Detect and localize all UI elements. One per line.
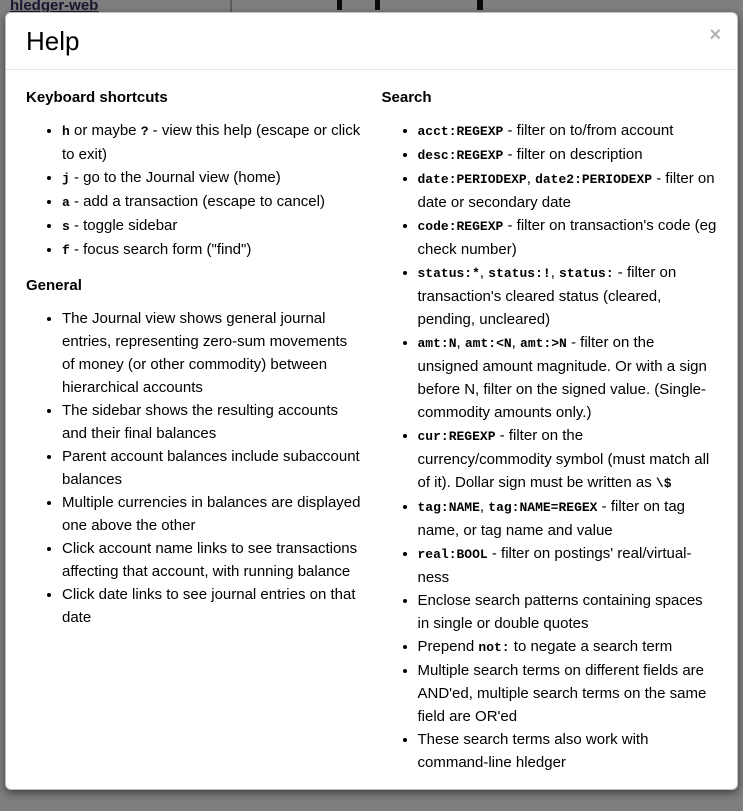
code-token: acct:REGEXP [417,124,504,139]
list-item [62,307,362,399]
section-heading: General [26,277,82,294]
text-segment: to negate a search term [509,638,673,655]
list-item [418,331,718,424]
general-list [26,307,362,629]
code-token: status: [559,266,614,281]
section-search [382,88,718,774]
text-segment: , [479,498,489,515]
text-segment: , [550,264,560,281]
list-item [62,190,362,214]
text-segment: , [526,170,536,187]
code-token: tag:NAME [417,500,480,515]
list-item [62,399,362,445]
column-right [378,86,718,780]
list-item [418,728,718,774]
list-item [418,542,718,589]
code-token: j [62,171,70,186]
text-segment: - filter on the currency/commodity symbol (must match all of it). Dollar sign must be written as [417,427,710,491]
code-token: status:* [417,266,480,281]
help-modal [5,12,738,790]
text-segment: or maybe [69,122,141,139]
code-token: tag:NAME=REGEX [488,500,598,515]
keyboard-shortcuts-list [26,119,362,262]
list-item [62,537,362,583]
list-item [62,119,362,166]
code-token: real:BOOL [417,547,488,562]
code-token: \$ [655,476,672,491]
code-token: a [62,195,70,210]
list-item [418,214,718,261]
text-segment: - filter on tag name, or tag name and value [417,498,686,539]
text-segment: - filter on postings' real/virtual-ness [417,545,692,586]
text-segment: Multiple currencies in balances are displayed one above the other [62,494,361,534]
text-segment: - add a transaction (escape to cancel) [69,193,325,210]
code-token: not: [478,640,510,655]
text-segment: The Journal view shows general journal entries, representing zero-sum movements of money (or other commodity) between hierarchical accounts [62,310,348,396]
code-token: amt:N [417,336,457,351]
code-token: amt:<N [464,336,512,351]
code-token: code:REGEXP [417,219,504,234]
text-segment: Enclose search patterns containing spaces in single or double quotes [417,592,703,632]
text-segment: - go to the Journal view (home) [69,169,281,186]
list-item [418,167,718,214]
text-segment: The sidebar shows the resulting accounts and their final balances [62,402,338,442]
list-item [62,166,362,190]
list-item [418,119,718,143]
text-segment: - filter on transaction's cleared status (cleared, pending, uncleared) [417,264,677,328]
section-general [26,276,362,629]
text-segment: These search terms also work with command-line hledger [417,731,649,771]
section-keyboard-shortcuts [26,88,362,262]
section-heading: Keyboard shortcuts [26,89,168,106]
text-segment: Click date links to see journal entries on that date [62,586,356,626]
list-item [62,214,362,238]
text-segment: - toggle sidebar [69,217,178,234]
modal-title: Help [26,26,80,56]
list-item [62,238,362,262]
code-token: desc:REGEXP [417,148,504,163]
text-segment: Multiple search terms on different fields are AND'ed, multiple search terms on the same field are OR'ed [417,662,707,725]
list-item [418,495,718,542]
section-heading: Search [381,89,432,106]
list-item [418,635,718,659]
search-terms-list [382,119,718,774]
text-segment: , [511,334,521,351]
code-token: cur:REGEXP [417,429,496,444]
close-icon[interactable]: × [709,24,721,46]
text-segment: - filter on to/from account [503,122,674,139]
modal-header [6,13,737,70]
text-segment: - focus search form ("find") [69,241,252,258]
code-token: f [62,243,70,258]
text-segment: , [479,264,489,281]
code-token: ? [140,124,149,139]
code-token: h [62,124,70,139]
list-item [62,445,362,491]
code-token: status:! [488,266,551,281]
text-segment: - filter on transaction's code (eg check number) [417,217,717,258]
code-token: date2:PERIODEXP [535,172,653,187]
list-item [62,491,362,537]
modal-body [6,70,737,790]
text-segment: - filter on description [503,146,643,163]
code-token: s [62,219,70,234]
text-segment: - filter on the unsigned amount magnitude. Or with a sign before N, filter on the signed value. (Single-commodity amounts only.) [417,334,707,421]
text-segment: Prepend [417,638,479,655]
code-token: amt:>N [520,336,567,351]
list-item [418,589,718,635]
list-item [418,424,718,495]
column-left [26,86,362,780]
text-segment: Parent account balances include subaccount balances [62,448,360,488]
text-segment: Click account name links to see transactions affecting that account, with running balance [62,540,358,580]
list-item [62,583,362,629]
list-item [418,659,718,728]
text-segment: , [456,334,465,351]
code-token: date:PERIODEXP [417,172,527,187]
list-item [418,143,718,167]
text-segment: - filter on date or secondary date [417,170,715,211]
list-item [418,261,718,331]
text-segment: - view this help (escape or click to exit) [62,122,361,163]
